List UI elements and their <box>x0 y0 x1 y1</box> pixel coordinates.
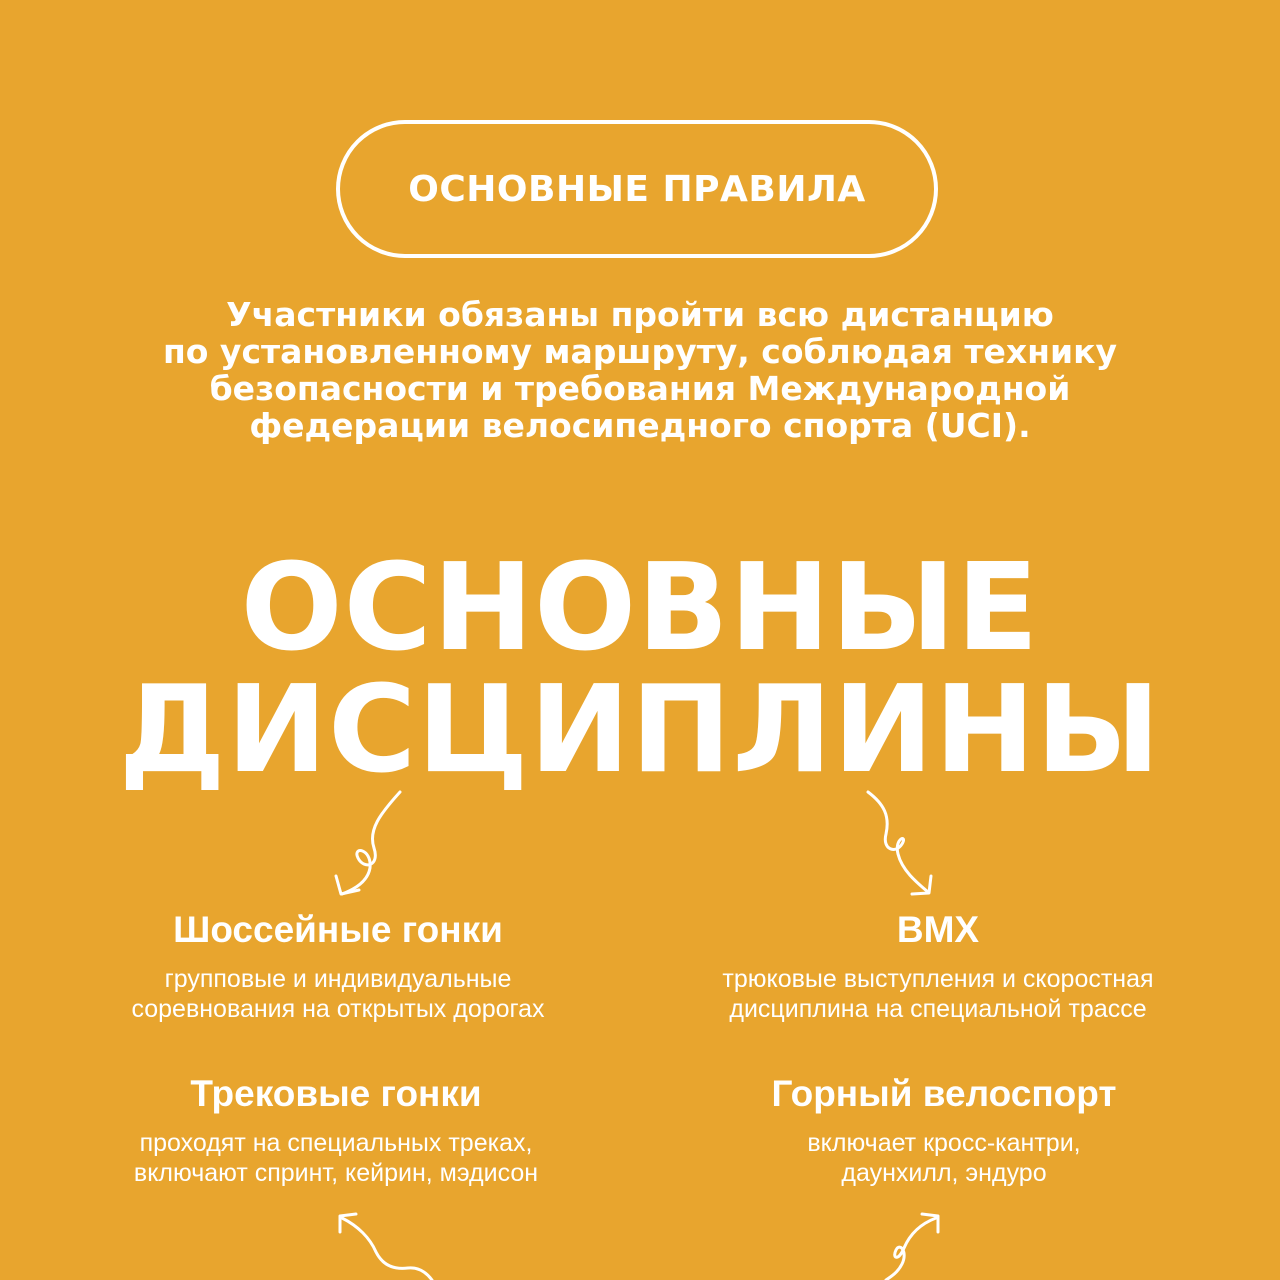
discipline-road-racing <box>28 910 648 1024</box>
discipline-description-line: соревнования на открытых дорогах <box>131 995 545 1023</box>
discipline-name: Шоссейные гонки <box>173 909 503 950</box>
discipline-track-racing <box>26 1074 646 1188</box>
discipline-description-line: проходят на специальных треках, <box>139 1129 533 1157</box>
discipline-mountain-biking <box>634 1074 1254 1188</box>
curvy-arrow-up-right-icon <box>852 1200 962 1280</box>
rules-text-line: по установленному маршруту, соблюдая технику <box>162 332 1118 371</box>
rules-text <box>100 296 1180 444</box>
discipline-name: Горный велоспорт <box>771 1073 1117 1114</box>
curvy-arrow-down-left-icon <box>328 786 418 906</box>
discipline-name: Трековые гонки <box>190 1073 482 1114</box>
disciplines-title-line: ДИСЦИПЛИНЫ <box>118 661 1162 800</box>
rules-text-line: Участники обязаны пройти всю дистанцию <box>226 295 1054 334</box>
rules-text-line: безопасности и требования Международной <box>209 369 1071 408</box>
discipline-description-line: дисциплина на специальной трассе <box>729 995 1147 1023</box>
discipline-bmx <box>628 910 1248 1024</box>
curvy-arrow-up-left-icon <box>328 1200 438 1280</box>
disciplines-title <box>0 539 1280 800</box>
disciplines-title-line: ОСНОВНЫЕ <box>240 539 1040 678</box>
discipline-description-line: включают спринт, кейрин, мэдисон <box>133 1159 539 1187</box>
discipline-description-line: групповые и индивидуальные <box>164 965 512 993</box>
rules-heading: ОСНОВНЫЕ ПРАВИЛА <box>408 168 866 210</box>
rules-heading-pill <box>336 120 938 258</box>
rules-text-line: федерации велосипедного спорта (UCI). <box>249 406 1031 445</box>
discipline-description-line: даунхилл, эндуро <box>841 1159 1047 1187</box>
discipline-description-line: трюковые выступления и скоростная <box>722 965 1154 993</box>
discipline-name: BMX <box>896 909 980 950</box>
curvy-arrow-down-right-icon <box>858 786 948 906</box>
discipline-description-line: включает кросс-кантри, <box>807 1129 1081 1157</box>
